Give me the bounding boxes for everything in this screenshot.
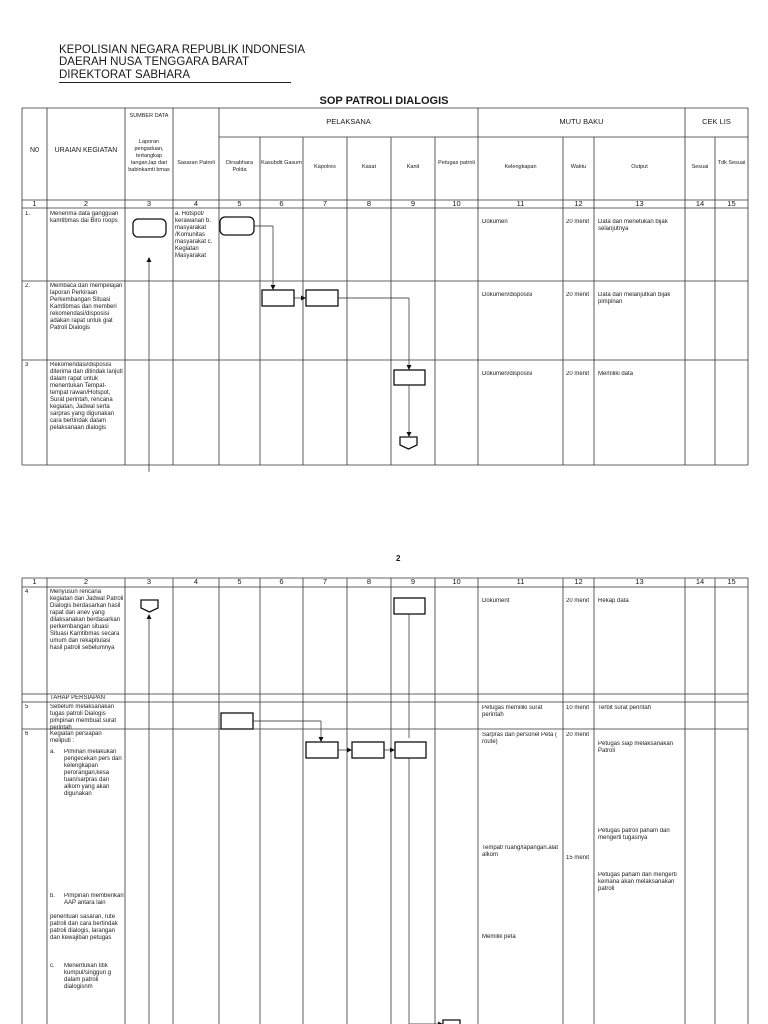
process-kapolres-6 xyxy=(306,742,338,758)
column-number: 13 xyxy=(635,578,644,586)
header-mutu-col: Output xyxy=(631,164,648,170)
row-waktu: 20 menit xyxy=(566,598,590,604)
process-kasubdit-2 xyxy=(262,290,294,306)
column-number: 6 xyxy=(279,200,284,208)
org-line-3: DIREKTORAT SABHARA xyxy=(59,69,191,81)
terminator-dirsabhara-1 xyxy=(220,217,254,235)
column-number: 7 xyxy=(322,200,328,208)
column-number: 8 xyxy=(366,200,372,208)
header-pelaksana-col: Kasat xyxy=(361,164,377,170)
row-sasaran: a. Hotspot/ kerawanan b. masyarakat /Komunitas masyarakat c. Kegiatan Masyarakat xyxy=(175,211,213,259)
row-no: 3 xyxy=(25,362,29,368)
column-number: 15 xyxy=(727,200,736,208)
column-number: 8 xyxy=(366,578,372,586)
process-kapolres-2 xyxy=(306,290,338,306)
column-number: 5 xyxy=(237,578,242,586)
column-number: 12 xyxy=(574,200,583,208)
column-number: 9 xyxy=(410,578,416,586)
org-line-1: KEPOLISIAN NEGARA REPUBLIK INDONESIA xyxy=(59,44,306,56)
item-label: c. xyxy=(50,963,55,969)
header-pelaksana-col: Kanit xyxy=(406,164,420,170)
document-title: SOP PATROLI DIALOGIS xyxy=(319,95,449,107)
header-sumber-data: SUMBER DATA xyxy=(129,113,169,119)
header-uraian: URAIAN KEGIATAN xyxy=(54,147,118,154)
org-line-2: DAERAH NUSA TENGGARA BARAT xyxy=(59,56,250,68)
row-uraian: Menyusun rencana kegiatan dan Jadwal Patroli Dialogis berdasarkan hasil rapat dan anev yang dilaksanakan berdasarkan perkembangan situasi Situasi Kamtibmas secara umum dan rekapitulasi hasil patroli sebelumnya xyxy=(50,589,124,651)
row6-kelengkapan-2: Tempat/ ruang/lapangan.alat alkom xyxy=(482,845,559,858)
column-number: 13 xyxy=(635,200,644,208)
row-waktu: 20 menit xyxy=(566,732,590,738)
column-number: 2 xyxy=(83,200,89,208)
row6-item-a: Piminan melakukan pengecekan pers dan kelengkapan perorangan,kesa tuan/sarpras dan alkom yang akan digunakan xyxy=(64,749,122,797)
column-number: 10 xyxy=(452,578,461,586)
header-pelaksana-col: Kasubdit Gasum xyxy=(261,160,302,166)
header-no: N0 xyxy=(30,147,39,154)
process-kanit-6 xyxy=(395,742,426,758)
row-kelengkapan: Sarpras dan personel Peta ( route) xyxy=(482,732,558,745)
offpage-connector-3 xyxy=(443,1020,460,1024)
header-pelaksana-col: Dirsabhara Polda xyxy=(226,160,253,173)
section-tahap-persiapan: TAHAP PERSIAPAN xyxy=(50,695,106,701)
row-no: 4 xyxy=(25,589,29,595)
row-output: Memiliki data xyxy=(598,371,634,377)
header-pelaksana-col: Petugas patroli xyxy=(438,160,475,166)
column-number: 3 xyxy=(146,200,152,208)
header-ceklis: CEK LIS xyxy=(702,118,731,125)
column-number: 5 xyxy=(237,200,242,208)
column-number: 6 xyxy=(279,578,284,586)
row6-item-b-cont xyxy=(50,914,124,942)
row-uraian: Sebelum melaksanakan tugas patroli Dialogis pimpinan membuat surat perintah xyxy=(50,704,117,731)
column-number: 11 xyxy=(516,578,525,586)
row-waktu: 20 menit xyxy=(566,292,590,298)
row6-output-3: Petugas paham dan mengerti kemana akan melaksanakan patroli xyxy=(598,872,677,892)
process-kasat-6 xyxy=(352,742,384,758)
row-output: Rekap data xyxy=(598,598,629,604)
header-sasaran: Sasaran Patroli xyxy=(177,160,215,166)
row6-output-2: Petugas patroli paham dan mengerti tugasnya xyxy=(598,828,670,841)
row-output: Terbit surat perintah xyxy=(598,705,652,711)
column-number: 1 xyxy=(32,578,37,586)
page-number: 2 xyxy=(396,554,401,563)
column-number: 10 xyxy=(452,200,461,208)
column-number: 12 xyxy=(574,578,583,586)
header-mutu-col: Waktu xyxy=(570,164,587,170)
row6-item-b: Pimpinan memberikan AAP antara lain xyxy=(64,893,124,906)
row-output: Data dan menetukan bijak selanjutnya xyxy=(598,219,668,232)
column-number: 2 xyxy=(83,578,89,586)
column-number: 15 xyxy=(727,578,736,586)
row-kelengkapan: Petugas memiliki surat perintah xyxy=(482,705,543,718)
row6-waktu-2: 15 menit xyxy=(566,855,590,861)
header-ceklis-col: Tdk Sesuai xyxy=(717,160,746,166)
row-no: 6 xyxy=(25,731,29,737)
terminator-start-1 xyxy=(133,219,166,237)
column-number: 4 xyxy=(193,200,199,208)
row-no: 1. xyxy=(25,211,31,217)
header-mutu-baku: MUTU BAKU xyxy=(559,118,604,125)
column-number: 14 xyxy=(695,200,705,208)
row-no: 2. xyxy=(25,283,31,289)
offpage-connector-1 xyxy=(400,437,417,449)
offpage-connector-2 xyxy=(141,600,158,612)
header-pelaksana-col: Kapolres xyxy=(314,164,336,170)
row-kelengkapan: Dokumen/disposisi xyxy=(482,371,533,377)
row-kelengkapan: Dokument xyxy=(482,598,510,604)
column-number: 9 xyxy=(410,200,416,208)
row-uraian: Menerima data gangguan kamtibmas dai Biro roops xyxy=(50,211,119,224)
process-dirsabhara-5 xyxy=(221,713,253,729)
column-number: 7 xyxy=(322,578,328,586)
column-number: 4 xyxy=(193,578,199,586)
row6-kelengkapan-3: Memilik peta xyxy=(482,934,516,940)
process-kanit-3 xyxy=(394,370,425,385)
row-kelengkapan: Dokumen xyxy=(482,219,508,225)
row-waktu: 10 menit xyxy=(566,705,590,711)
column-number: 1 xyxy=(32,200,37,208)
row-output: Petugas siap melaksanakan Patroli xyxy=(598,741,674,754)
column-number: 14 xyxy=(695,578,705,586)
row-waktu: 20 menit xyxy=(566,371,590,377)
row-uraian: Kegiatan persiapan meliputi : xyxy=(50,731,102,744)
row-uraian: Rekomendasi/disposisi diterima dan ditindak lanjuti dalam rapat untuk menentukan Tempat-tempat rawan/Hotspot, Surat perintah, rencana kegiatan, Jadwal serta sarpras yang digunakan cara bertindak dalam pelaksanaan dialogis xyxy=(50,362,123,431)
row6-item-b-cont-text: penentuan sasaran, rute patroli dan cara bertindak patroli dialogis, larangan dan kewajiban petugas xyxy=(50,914,118,941)
row-waktu: 20 menit xyxy=(566,219,590,225)
item-label: a. xyxy=(50,749,56,755)
process-kanit-4 xyxy=(394,598,425,614)
header-mutu-col: Kelengkapan xyxy=(504,164,537,170)
item-label: b. xyxy=(50,893,56,899)
row6-item-c: Menentukan titik kumpul/singgun g dalam patroli dialogisnm xyxy=(64,963,112,990)
row-kelengkapan: Dokumen/disposisi xyxy=(482,292,533,298)
flowchart-page2 xyxy=(141,598,460,1024)
header-pelaksana: PELAKSANA xyxy=(326,118,371,125)
column-number: 11 xyxy=(516,200,525,208)
column-number: 3 xyxy=(146,578,152,586)
row-output: Data dan melanjutkan bijak pimpinan xyxy=(598,292,671,305)
header-sumber-detail: Laporan pengaduan, tertangkap tangan,lap dari babinkamti bmas xyxy=(128,139,170,173)
header-ceklis-col: Sesuai xyxy=(691,164,709,170)
row-no: 5 xyxy=(25,704,29,710)
row-uraian: Membaca dan mempelajari laporan Perkiraan Perkembangan Situasi Kamtibmas dan memberi rekomendasi/disposisi adakan rapat untuk giat Patroli Dialogis xyxy=(50,283,123,331)
